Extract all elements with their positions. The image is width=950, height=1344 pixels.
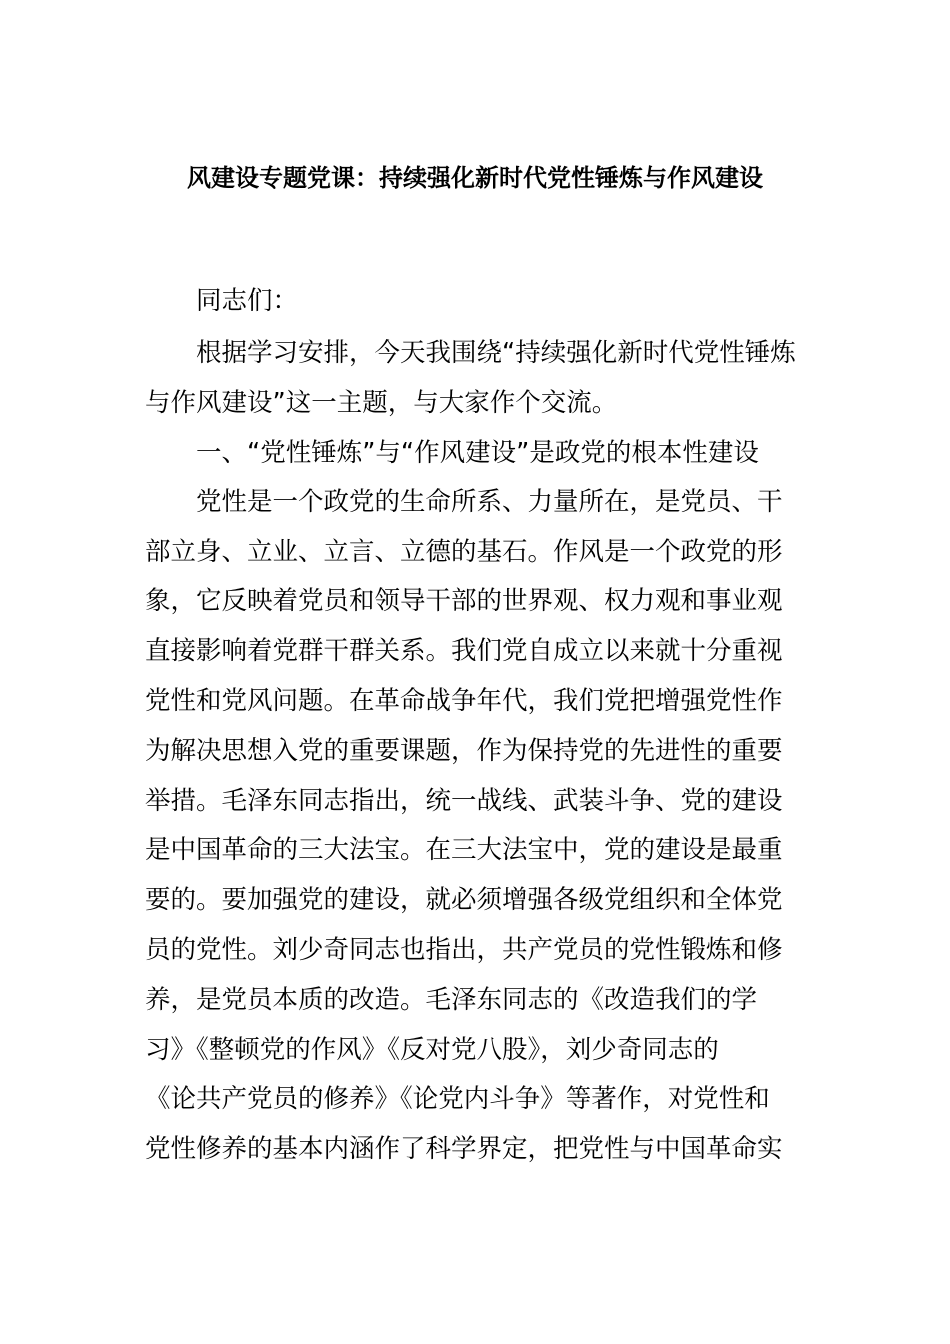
paragraph-line: 党性和党风问题。在革命战争年代，我们党把增强党性作 — [145, 686, 783, 716]
salutation-line: 同志们： — [196, 286, 299, 316]
paragraph-line: 是中国革命的三大法宝。在三大法宝中，党的建设是最重 — [145, 835, 783, 865]
paragraph-line: 养，是党员本质的改造。毛泽东同志的《改造我们的学 — [145, 985, 758, 1015]
paragraph-line: 为解决思想入党的重要课题，作为保持党的先进性的重要 — [145, 736, 783, 766]
paragraph-line: 党性是一个政党的生命所系、力量所在，是党员、干 — [196, 487, 783, 517]
paragraph-line: 《论共产党员的修养》《论党内斗争》等著作，对党性和 — [145, 1084, 770, 1114]
paragraph-line: 与作风建设”这一主题，与大家作个交流。 — [145, 388, 618, 418]
paragraph-line: 部立身、立业、立言、立德的基石。作风是一个政党的形 — [145, 537, 783, 567]
paragraph-line: 象，它反映着党员和领导干部的世界观、权力观和事业观 — [145, 586, 783, 616]
paragraph-line: 举措。毛泽东同志指出，统一战线、武装斗争、党的建设 — [145, 786, 783, 816]
document-title: 风建设专题党课：持续强化新时代党性锤炼与作风建设 — [187, 164, 763, 192]
paragraph-line: 党性修养的基本内涵作了科学界定，把党性与中国革命实 — [145, 1134, 783, 1164]
paragraph-line: 直接影响着党群干群关系。我们党自成立以来就十分重视 — [145, 636, 783, 666]
paragraph-line: 要的。要加强党的建设，就必须增强各级党组织和全体党 — [145, 885, 783, 915]
paragraph-line: 根据学习安排，今天我围绕“持续强化新时代党性锤炼 — [196, 338, 796, 368]
section-heading: 一、“党性锤炼”与“作风建设”是政党的根本性建设 — [196, 438, 759, 468]
paragraph-line: 习》《整顿党的作风》《反对党八股》，刘少奇同志的 — [145, 1035, 719, 1065]
paragraph-line: 员的党性。刘少奇同志也指出，共产党员的党性锻炼和修 — [145, 935, 783, 965]
